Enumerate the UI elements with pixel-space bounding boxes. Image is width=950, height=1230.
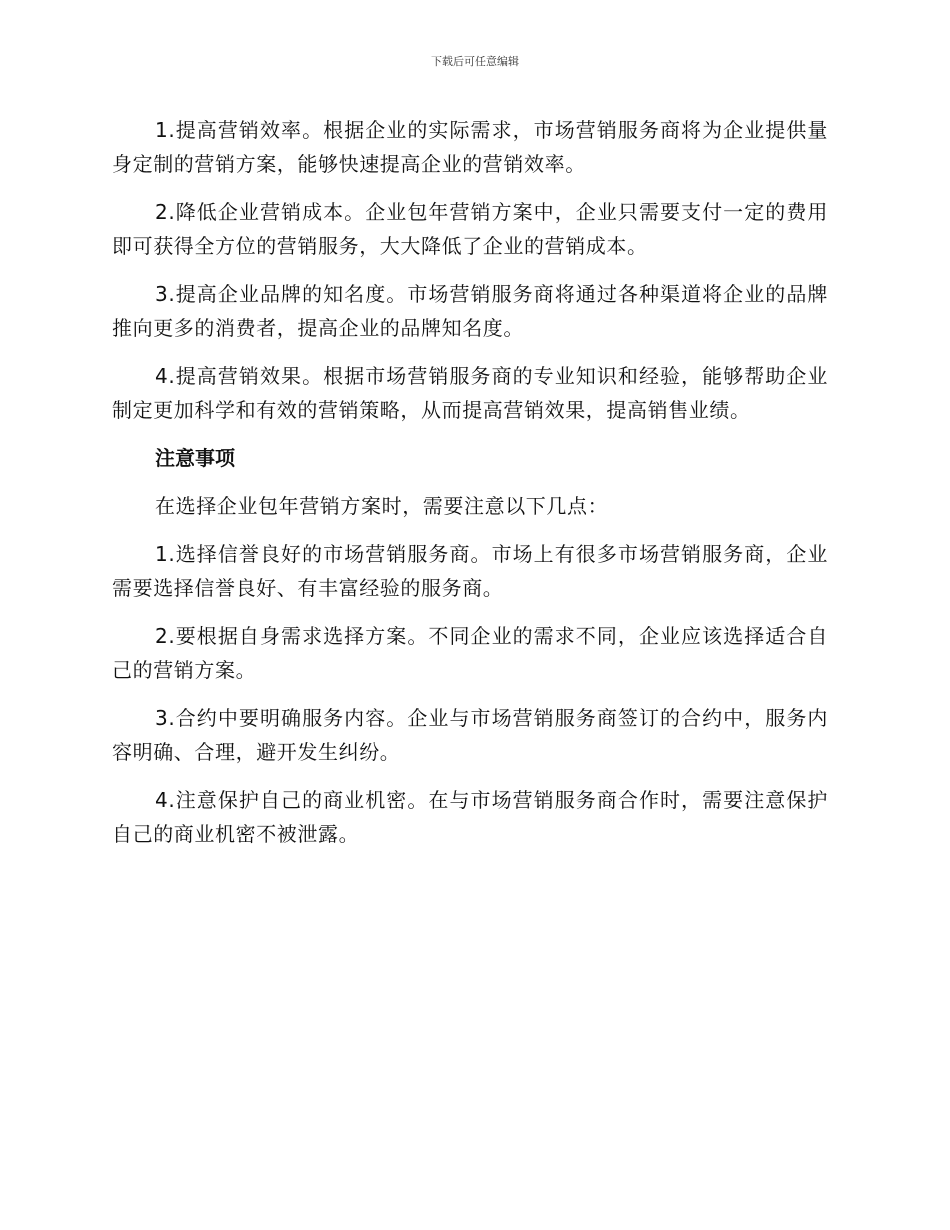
section-heading-notes: 注意事项 <box>155 446 235 470</box>
benefit-paragraph-1: 1.提高营销效率。根据企业的实际需求，市场营销服务商将为企业提供量身定制的营销方案，能够快速提高企业的营销效率。 <box>112 118 828 176</box>
note-paragraph-1: 1.选择信誉良好的市场营销服务商。市场上有很多市场营销服务商，企业需要选择信誉良好、有丰富经验的服务商。 <box>112 542 828 600</box>
benefit-paragraph-2: 2.降低企业营销成本。企业包年营销方案中，企业只需要支付一定的费用即可获得全方位的营销服务，大大降低了企业的营销成本。 <box>112 200 828 258</box>
note-paragraph-3: 3.合约中要明确服务内容。企业与市场营销服务商签订的合约中，服务内容明确、合理，避开发生纠纷。 <box>112 706 828 764</box>
notes-intro-paragraph: 在选择企业包年营销方案时，需要注意以下几点： <box>155 494 609 518</box>
benefit-paragraph-4: 4.提高营销效果。根据市场营销服务商的专业知识和经验，能够帮助企业制定更加科学和有效的营销策略，从而提高营销效果，提高销售业绩。 <box>112 364 828 422</box>
benefit-paragraph-3: 3.提高企业品牌的知名度。市场营销服务商将通过各种渠道将企业的品牌推向更多的消费者，提高企业的品牌知名度。 <box>112 282 828 340</box>
header-note: 下载后可任意编辑 <box>431 55 519 68</box>
note-paragraph-2: 2.要根据自身需求选择方案。不同企业的需求不同，企业应该选择适合自己的营销方案。 <box>112 624 828 682</box>
document-body <box>112 113 828 865</box>
note-paragraph-4: 4.注意保护自己的商业机密。在与市场营销服务商合作时，需要注意保护自己的商业机密不被泄露。 <box>112 788 828 846</box>
